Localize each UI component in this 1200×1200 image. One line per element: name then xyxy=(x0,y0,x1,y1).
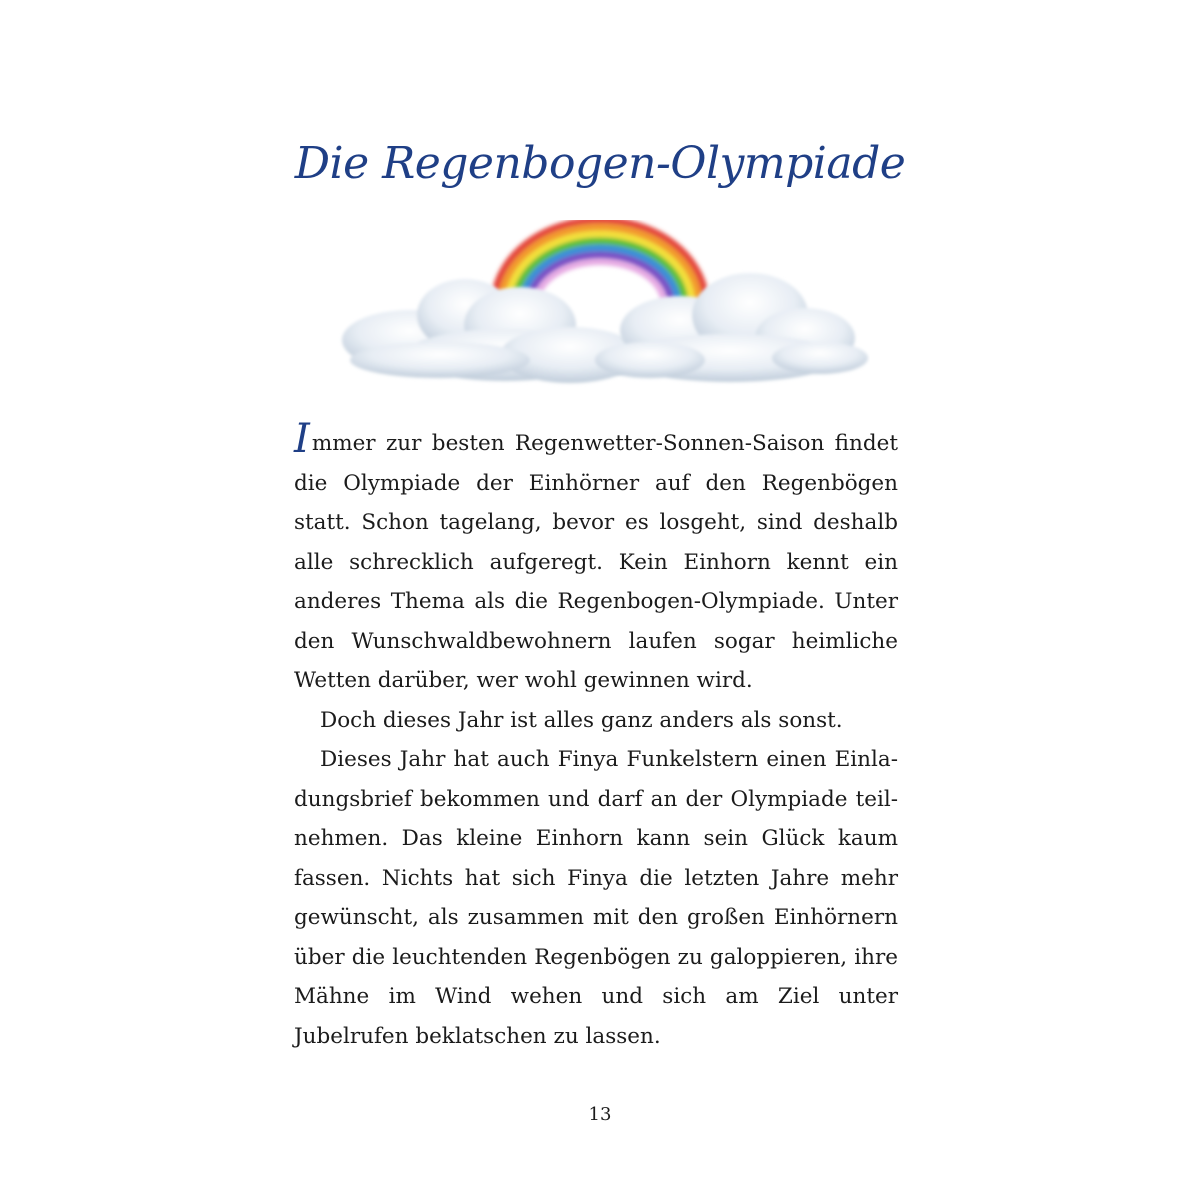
page-title: Die Regenbogen-Olympiade xyxy=(294,138,906,189)
page-number: 13 xyxy=(588,1104,612,1125)
paragraph-2: Doch dieses Jahr ist alles ganz anders als sonst. xyxy=(320,707,843,733)
left-cloud xyxy=(342,279,640,383)
drop-cap: I xyxy=(294,416,310,462)
rainbow-illustration xyxy=(330,220,870,400)
story-text xyxy=(294,416,898,1056)
paragraph-1 xyxy=(294,416,898,701)
paragraph-1-text: mmer zur besten Regenwetter-Sonnen-Saison findet die Olympiade der Einhörner auf den Regenbögen statt. Schon tagelang, bevor es losgeht, sind deshalb alle schrecklich aufgeregt. Kein Einhorn kennt ein anderes Thema als die Regenbogen-Olympiade. Unter den Wunschwaldbewohnern laufen sogar heimliche Wetten darüber, wer wohl gewinnen wird. xyxy=(294,431,898,693)
paragraph-3: Dieses Jahr hat auch Finya Funkelstern einen Einladungsbrief bekommen und darf an der Olympiade teilnehmen. Das kleine Einhorn kann sein Glück kaum fassen. Nichts hat sich Finya die letzten Jahre mehr gewünscht, als zusammen mit den großen Einhörnern über die leuchtenden Regenbögen zu galoppieren, ihre Mähne im Wind wehen und sich am Ziel unter Jubelrufen beklatschen zu lassen. xyxy=(294,747,898,1049)
rainbow-over-clouds-icon xyxy=(330,220,870,400)
right-cloud xyxy=(595,273,868,382)
